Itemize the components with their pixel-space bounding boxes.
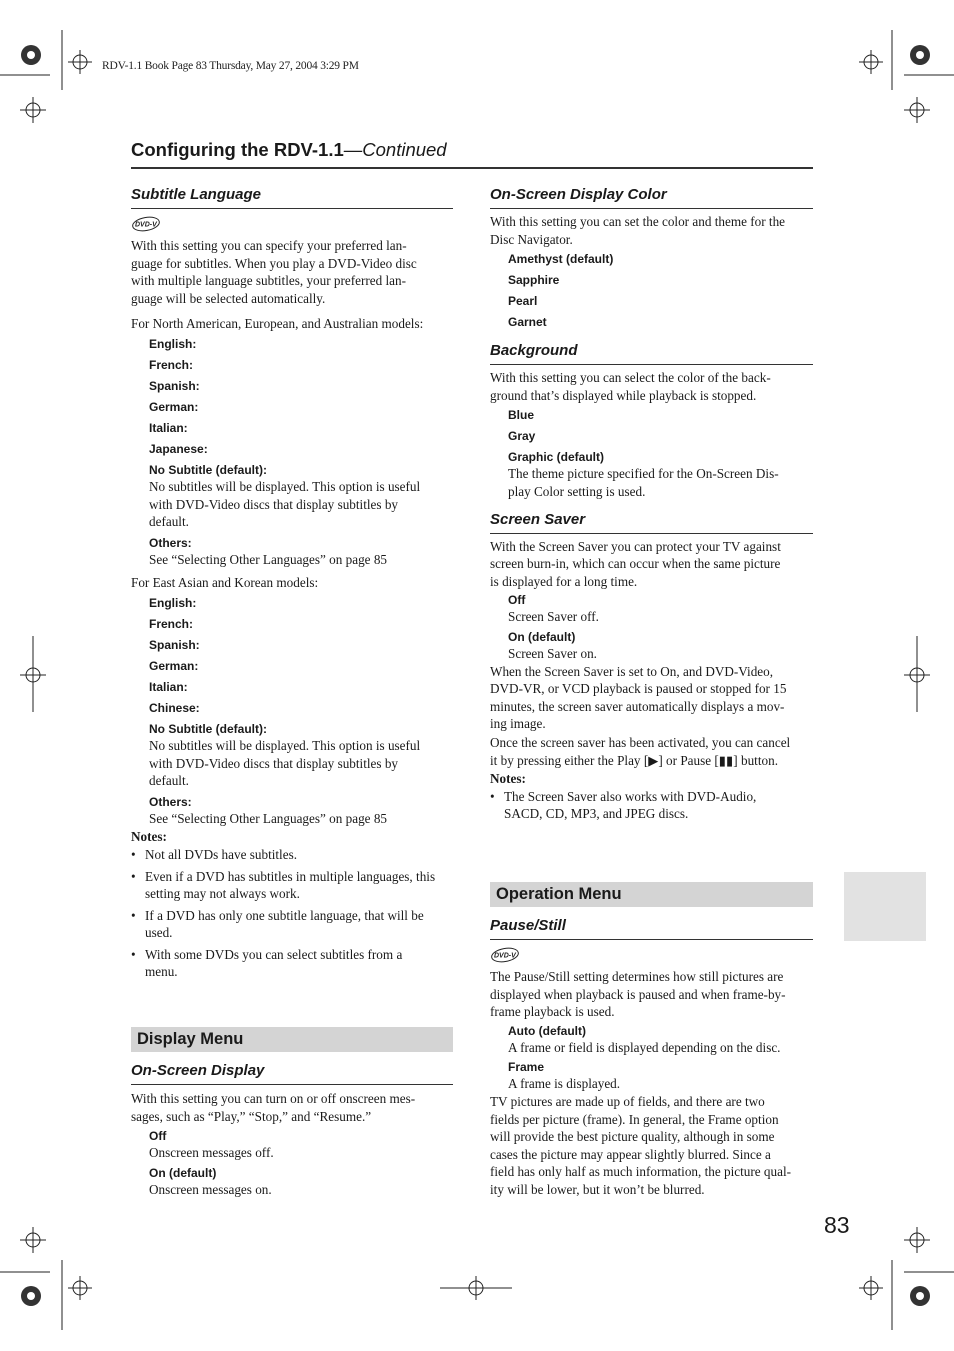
intro-line: with multiple language subtitles, your preferred lan-	[131, 273, 407, 289]
para-line: it by pressing either the Play [▶] or Pause [▮▮] button.	[490, 752, 778, 768]
on-desc: Onscreen messages on.	[149, 1181, 272, 1197]
note-item: • The Screen Saver also works with DVD-Audio, SACD, CD, MP3, and JPEG discs.	[490, 788, 757, 822]
osd-options	[149, 1129, 453, 1198]
para-line: minutes, the screen saver automatically displays a mov-	[490, 698, 785, 714]
color-option: Garnet	[508, 315, 547, 330]
note-line: The Screen Saver also works with DVD-Audio,	[504, 788, 757, 804]
language-option: Chinese:	[149, 700, 200, 715]
no-subtitle-desc	[149, 737, 453, 790]
language-option: French:	[149, 616, 194, 631]
section-heading-background: Background	[490, 342, 578, 360]
display-menu-bar: Display Menu	[131, 1027, 453, 1052]
auto-option: Auto (default)	[508, 1023, 586, 1038]
no-subtitle-desc	[149, 478, 453, 531]
note-line: SACD, CD, MP3, and JPEG discs.	[504, 806, 689, 822]
intro-line: With this setting you can select the color of the back-	[490, 370, 771, 386]
intro-line: With this setting you can turn on or off onscreen mes-	[131, 1091, 416, 1106]
intro-line: displayed when playback is paused and when frame-by-	[490, 986, 786, 1002]
para-line: field has only half as much information, the picture qual-	[490, 1164, 792, 1180]
intro-line: guage will be selected automatically.	[131, 290, 326, 306]
para-line: fields per picture (frame). In general, the Frame option	[490, 1111, 779, 1127]
on-screen-display-intro	[131, 1090, 453, 1125]
dvd-video-badge	[490, 947, 813, 968]
color-option: Sapphire	[508, 273, 560, 288]
intro-line: With the Screen Saver you can protect your TV against	[490, 538, 781, 554]
others-desc: See “Selecting Other Languages” on page 85	[149, 810, 388, 826]
heading-rule	[490, 533, 813, 534]
para-line: Once the screen saver has been activated, you can cancel	[490, 734, 791, 750]
note-line: If a DVD has only one subtitle language, that will be	[145, 907, 424, 923]
registration-mark-icon	[910, 1286, 930, 1306]
language-option: English:	[149, 336, 197, 351]
desc-line: No subtitles will be displayed. This option is useful	[149, 478, 421, 494]
subtitle-language-intro	[131, 237, 453, 307]
frame-option: Frame	[508, 1060, 545, 1075]
display-menu-section	[131, 1027, 453, 1198]
language-option: English:	[149, 595, 197, 610]
screen-saver-options	[508, 593, 813, 662]
section-heading-subtitle-language: Subtitle Language	[131, 186, 262, 203]
intro-line: With this setting you can specify your preferred lan-	[131, 238, 407, 253]
background-options	[508, 408, 813, 500]
screen-saver-para1	[490, 663, 813, 733]
screen-saver-para2	[490, 734, 813, 769]
note-item: • With some DVDs you can select subtitles from a menu.	[131, 946, 403, 980]
intro-line: Disc Navigator.	[490, 231, 573, 247]
header-rule	[131, 167, 813, 169]
background-intro	[490, 369, 813, 404]
dvd-video-badge	[131, 216, 453, 237]
operation-menu-bar: Operation Menu	[490, 882, 813, 907]
off-desc: Screen Saver off.	[508, 609, 599, 625]
section-heading-on-screen-display: On-Screen Display	[131, 1062, 265, 1079]
svg-text:DVD-V: DVD-V	[494, 952, 516, 960]
graphic-desc	[508, 465, 813, 500]
operation-menu-section	[490, 882, 813, 1199]
on-option: On (default)	[149, 1165, 217, 1180]
language-option: Spanish:	[149, 637, 200, 652]
desc-line: default.	[149, 773, 189, 789]
no-subtitle-option: No Subtitle (default):	[149, 462, 267, 477]
others-desc: See “Selecting Other Languages” on page 85	[149, 551, 388, 567]
auto-desc: A frame or field is displayed depending on the disc.	[508, 1039, 781, 1055]
intro-line: screen burn-in, which can occur when the same picture	[490, 556, 781, 572]
na-options-list	[149, 337, 453, 568]
page-title-main: Configuring the RDV-1.1	[131, 139, 344, 160]
background-option: Blue	[508, 408, 535, 423]
notes-label: Notes:	[490, 771, 526, 787]
osd-color-options	[508, 252, 813, 330]
section-tab	[844, 872, 926, 941]
para-line: ing image.	[490, 716, 546, 732]
off-desc: Onscreen messages off.	[149, 1145, 274, 1161]
language-option: Japanese:	[149, 441, 208, 456]
desc-line: with DVD-Video discs that display subtitles by	[149, 755, 399, 771]
intro-line: ground that’s displayed while playback is stopped.	[490, 387, 757, 403]
note-line: used.	[145, 925, 173, 941]
background-option: Graphic (default)	[508, 450, 605, 465]
note-line: With some DVDs you can select subtitles from a	[145, 946, 403, 962]
language-option: Italian:	[149, 679, 188, 694]
desc-line: No subtitles will be displayed. This option is useful	[149, 737, 421, 753]
para-line: DVD-VR, or VCD playback is paused or stopped for 15	[490, 681, 787, 697]
heading-rule	[131, 208, 453, 209]
pause-still-intro	[490, 968, 813, 1021]
language-option: German:	[149, 658, 199, 673]
note-line: Even if a DVD has subtitles in multiple languages, this	[145, 868, 436, 884]
section-heading-osd-color: On-Screen Display Color	[490, 186, 667, 203]
note-line: setting may not always work.	[145, 886, 300, 902]
section-heading-pause-still: Pause/Still	[490, 917, 566, 934]
heading-rule	[131, 1084, 453, 1085]
language-option: German:	[149, 399, 199, 414]
intro-line: frame playback is used.	[490, 1004, 615, 1020]
language-option: Italian:	[149, 420, 188, 435]
dvd-video-icon	[131, 216, 161, 232]
color-option: Amethyst (default)	[508, 252, 614, 267]
left-column	[131, 186, 453, 981]
registration-mark-icon	[21, 1286, 41, 1306]
para-line: When the Screen Saver is set to On, and DVD-Video,	[490, 663, 774, 679]
section-heading-screen-saver: Screen Saver	[490, 510, 586, 528]
heading-rule	[490, 364, 813, 365]
page-title	[131, 139, 447, 161]
others-option: Others:	[149, 535, 192, 550]
page-title-continued: —Continued	[343, 139, 447, 160]
screen-saver-intro	[490, 538, 813, 591]
on-desc: Screen Saver on.	[508, 645, 597, 661]
intro-line: is displayed for a long time.	[490, 573, 638, 589]
off-option: Off	[508, 593, 526, 608]
intro-line: The Pause/Still setting determines how still pictures are	[490, 969, 784, 984]
dvd-video-icon	[490, 947, 520, 963]
notes-list	[490, 788, 813, 823]
no-subtitle-option: No Subtitle (default):	[149, 721, 267, 736]
desc-line: play Color setting is used.	[508, 483, 646, 499]
note-item: • Even if a DVD has subtitles in multiple languages, this setting may not always work.	[131, 868, 436, 902]
on-option: On (default)	[508, 629, 576, 644]
right-column	[490, 186, 813, 823]
heading-rule	[490, 939, 813, 940]
registration-mark-icon	[910, 45, 930, 65]
note-item: • Not all DVDs have subtitles.	[131, 846, 298, 862]
off-option: Off	[149, 1129, 167, 1144]
page-number: 83	[824, 1212, 850, 1238]
others-option: Others:	[149, 794, 192, 809]
language-option: French:	[149, 357, 194, 372]
note-line: Not all DVDs have subtitles.	[145, 846, 298, 862]
background-option: Gray	[508, 429, 536, 444]
para-line: will provide the best picture quality, although in some	[490, 1129, 775, 1145]
para-line: ity will be lower, but it won’t be blurred.	[490, 1181, 705, 1197]
para-line: cases the picture may appear slightly blurred. Since a	[490, 1146, 771, 1162]
frame-desc: A frame is displayed.	[508, 1076, 621, 1092]
intro-line: guage for subtitles. When you play a DVD-Video disc	[131, 255, 417, 271]
intro-line: With this setting you can set the color and theme for the	[490, 214, 786, 229]
note-item: • If a DVD has only one subtitle language, that will be used.	[131, 907, 424, 941]
osd-color-intro	[490, 213, 813, 248]
desc-line: The theme picture specified for the On-Screen Dis-	[508, 466, 779, 482]
desc-line: default.	[149, 514, 189, 530]
pause-still-para	[490, 1093, 813, 1199]
color-option: Pearl	[508, 294, 538, 309]
heading-rule	[490, 208, 813, 209]
pause-still-options	[508, 1024, 813, 1093]
registration-mark-icon	[21, 45, 41, 65]
language-option: Spanish:	[149, 378, 200, 393]
print-header: RDV-1.1 Book Page 83 Thursday, May 27, 2004 3:29 PM	[102, 60, 359, 72]
desc-line: with DVD-Video discs that display subtitles by	[149, 496, 399, 512]
na-models-label: For North American, European, and Australian models:	[131, 316, 424, 332]
notes-list	[131, 846, 453, 981]
svg-text:DVD-V: DVD-V	[135, 221, 157, 229]
intro-line: sages, such as “Play,” “Stop,” and “Resume.”	[131, 1108, 372, 1124]
ea-options-list	[149, 596, 453, 827]
para-line: TV pictures are made up of fields, and there are two	[490, 1093, 765, 1109]
notes-label: Notes:	[131, 829, 167, 845]
ea-models-label: For East Asian and Korean models:	[131, 575, 319, 591]
note-line: menu.	[145, 964, 178, 980]
